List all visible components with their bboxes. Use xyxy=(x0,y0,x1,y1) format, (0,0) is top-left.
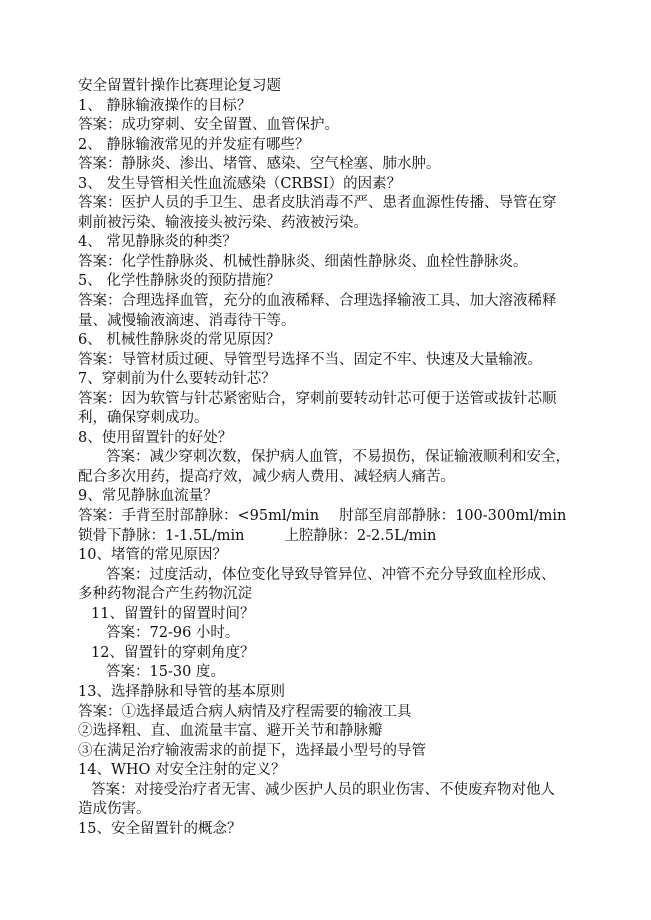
question-15: 15、安全留置针的概念？ xyxy=(78,820,242,837)
answer-8-line-2: 配合多次用药，提高疗效，减少病人费用、减轻病人痛苦。 xyxy=(78,468,455,485)
question-4: 4、 常见静脉炎的种类？ xyxy=(78,234,237,251)
answer-12: 答案：15-30 度。 xyxy=(106,664,225,681)
question-6: 6、 机械性静脉炎的常见原因？ xyxy=(78,332,281,349)
question-13: 13、选择静脉和导管的基本原则 xyxy=(78,683,285,700)
question-11: 11、留置针的留置时间？ xyxy=(91,605,255,622)
document-body xyxy=(78,77,578,839)
answer-6: 答案：导管材质过硬、导管型号选择不当、固定不牢、快速及大量输液。 xyxy=(78,351,542,368)
question-10: 10、堵管的常见原因？ xyxy=(78,547,227,564)
answer-13-line-1: 答案：①选择最适合病人病情及疗程需要的输液工具 xyxy=(78,703,412,720)
flow-rate-hand-elbow: 答案：手背至肘部静脉：<95ml/min xyxy=(78,508,320,525)
answer-4: 答案：化学性静脉炎、机械性静脉炎、细菌性静脉炎、血栓性静脉炎。 xyxy=(78,253,528,270)
question-3: 3、 发生导管相关性血流感染（CRBSI）的因素？ xyxy=(78,175,402,192)
answer-13-line-3: ③在满足治疗输液需求的前提下，选择最小型号的导管 xyxy=(78,742,426,759)
answer-1: 答案：成功穿刺、安全留置、血管保护。 xyxy=(78,117,339,134)
answer-10-line-2: 多种药物混合产生药物沉淀 xyxy=(78,586,252,603)
answer-5-line-1: 答案：合理选择血管，充分的血液稀释、合理选择输液工具、加大溶液稀释 xyxy=(78,293,557,310)
question-14: 14、WHO 对安全注射的定义？ xyxy=(78,762,286,779)
answer-9-line-1 xyxy=(78,507,578,527)
answer-11: 答案：72-96 小时。 xyxy=(106,625,240,642)
question-5: 5、 化学性静脉炎的预防措施？ xyxy=(78,273,281,290)
answer-7-line-1: 答案：因为软管与针芯紧密贴合，穿刺前要转动针芯可便于送管或拔针芯顺 xyxy=(78,390,557,407)
question-1: 1、 静脉输液操作的目标？ xyxy=(78,97,252,114)
answer-9-line-2 xyxy=(78,527,578,547)
answer-14-line-2: 造成伤害。 xyxy=(78,801,151,818)
answer-3-line-1: 答案：医护人员的手卫生、患者皮肤消毒不严、患者血源性传播、导管在穿 xyxy=(78,195,557,212)
answer-2: 答案：静脉炎、渗出、堵管、感染、空气栓塞、肺水肿。 xyxy=(78,156,441,173)
answer-13-line-2: ②选择粗、直、血流量丰富、避开关节和静脉瓣 xyxy=(78,723,383,740)
answer-3-line-2: 刺前被污染、输液接头被污染、药液被污染。 xyxy=(78,214,368,231)
document-title: 安全留置针操作比赛理论复习题 xyxy=(78,78,281,94)
question-7: 7、穿刺前为什么要转动针芯？ xyxy=(78,371,276,388)
question-2: 2、 静脉输液常见的并发症有哪些？ xyxy=(78,136,310,153)
answer-7-line-2: 利，确保穿刺成功。 xyxy=(78,410,209,427)
answer-8-line-1: 答案：减少穿刺次数，保护病人血管，不易损伤，保证输液顺利和安全， xyxy=(106,449,570,466)
question-8: 8、使用留置针的好处？ xyxy=(78,429,233,446)
question-9: 9、常见静脉血流量？ xyxy=(78,488,218,505)
flow-rate-subclavian: 锁骨下静脉：1-1.5L/min xyxy=(78,527,245,544)
answer-14-line-1: 答案：对接受治疗者无害、减少医护人员的职业伤害、不使废弃物对他人 xyxy=(91,781,555,798)
answer-5-line-2: 量、减慢输液滴速、消毒待干等。 xyxy=(78,312,296,329)
flow-rate-elbow-shoulder: 肘部至肩部静脉：100-300ml/min xyxy=(339,508,567,525)
answer-10-line-1: 答案：过度活动，体位变化导致导管异位、冲管不充分导致血栓形成、 xyxy=(106,566,556,583)
question-12: 12、留置针的穿刺角度？ xyxy=(91,644,255,661)
flow-rate-superior-vena-cava: 上腔静脉：2-2.5L/min xyxy=(284,527,437,544)
